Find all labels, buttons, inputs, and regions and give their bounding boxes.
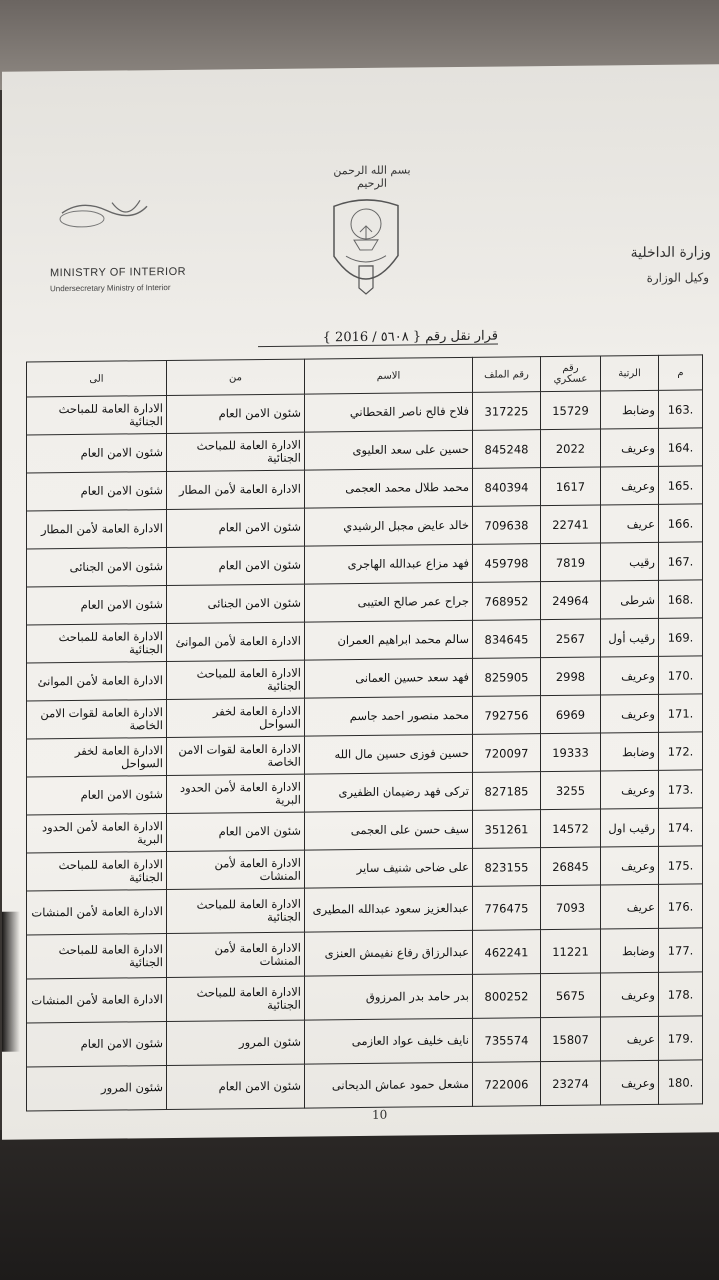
cell-rank: رقيب أول	[601, 618, 659, 657]
col-header-to: الى	[27, 361, 167, 397]
cell-file-no: 792756	[473, 696, 541, 735]
cell-to: الادارة العامة للمباحث الجنائية	[27, 624, 167, 663]
cell-file-no: 709638	[473, 506, 541, 545]
cell-rank: وعريف	[601, 1060, 659, 1105]
background-bottom	[0, 1130, 719, 1280]
cell-rank: وعريف	[601, 694, 659, 733]
cell-num: 176.	[659, 884, 703, 928]
cell-to: الادارة العامة لأمن المطار	[27, 510, 167, 549]
cell-military-no: 15729	[541, 391, 601, 430]
undersecretary-en: Undersecretary Ministry of Interior	[50, 282, 171, 294]
cell-from: شئون الامن العام	[167, 1064, 305, 1109]
cell-rank: وضابط	[601, 928, 659, 973]
cell-rank: رقيب	[601, 542, 659, 581]
cell-name: عبدالعزيز سعود عبدالله المطيرى	[305, 886, 473, 932]
cell-to: الادارة العامة للمباحث الجنائية	[27, 852, 167, 891]
undersecretary-ar: وكيل الوزارة	[646, 270, 709, 286]
cell-num: 174.	[659, 808, 703, 846]
cell-name: على ضاحى شنيف ساير	[305, 848, 473, 888]
cell-to: الادارة العامة للمباحث الجنائية	[27, 934, 167, 979]
cell-rank: وعريف	[601, 428, 659, 467]
cell-to: شئون الامن العام	[27, 472, 167, 511]
cell-rank: وعريف	[601, 972, 659, 1017]
cell-file-no: 823155	[473, 848, 541, 887]
decision-title: قرار نقل رقم { ٥٦٠٨ / 2016 }	[258, 329, 498, 348]
cell-from: الادارة العامة لأمن المطار	[167, 470, 305, 509]
cell-file-no: 735574	[473, 1018, 541, 1063]
cell-to: الادارة العامة لأمن المنشات	[27, 978, 167, 1023]
cell-name: مشعل حمود عماش الديحانى	[305, 1062, 473, 1108]
ministry-name-en: MINISTRY OF INTERIOR	[50, 265, 187, 280]
table-row	[27, 928, 703, 979]
cell-name: تركى فهد رضيمان الظفيرى	[305, 772, 473, 812]
cell-from: الادارة العامة للمباحث الجنائية	[167, 976, 305, 1021]
cell-file-no: 800252	[473, 974, 541, 1019]
cell-from: الادارة العامة لقوات الامن الخاصة	[167, 736, 305, 775]
cell-military-no: 26845	[541, 847, 601, 886]
cell-num: 169.	[659, 618, 703, 656]
cell-file-no: 722006	[473, 1062, 541, 1107]
cell-name: محمد منصور احمد جاسم	[305, 696, 473, 736]
cell-from: الادارة العامة لأمن الموانئ	[167, 622, 305, 661]
cell-rank: وعريف	[601, 846, 659, 885]
cell-rank: عريف	[601, 1016, 659, 1061]
cell-num: 179.	[659, 1016, 703, 1060]
cell-from: الادارة العامة للمباحث الجنائية	[167, 660, 305, 699]
cell-file-no: 825905	[473, 658, 541, 697]
cell-rank: وعريف	[601, 656, 659, 695]
page-number: 10	[372, 1107, 388, 1122]
cell-rank: رقيب اول	[601, 808, 659, 847]
cell-military-no: 7819	[541, 543, 601, 582]
cell-military-no: 2022	[541, 429, 601, 468]
cell-name: فهد مزاع عبدالله الهاجرى	[305, 544, 473, 584]
cell-name: حسين على سعد العليوى	[305, 430, 473, 470]
cell-military-no: 5675	[541, 973, 601, 1018]
signature-stamp-icon	[52, 192, 152, 235]
cell-military-no: 24964	[541, 581, 601, 620]
cell-military-no: 23274	[541, 1061, 601, 1106]
cell-rank: وعريف	[601, 466, 659, 505]
cell-to: شئون المرور	[27, 1066, 167, 1111]
cell-file-no: 840394	[473, 468, 541, 507]
cell-num: 175.	[659, 846, 703, 884]
cell-from: شئون الامن العام	[167, 546, 305, 585]
cell-from: شئون الامن العام	[167, 508, 305, 547]
cell-from: الادارة العامة لأمن المنشات	[167, 932, 305, 977]
cell-to: الادارة العامة لأمن الموانئ	[27, 662, 167, 701]
cell-to: شئون الامن العام	[27, 586, 167, 625]
cell-to: الادارة العامة لأمن الحدود البرية	[27, 814, 167, 853]
cell-file-no: 317225	[473, 392, 541, 431]
cell-name: نايف خليف عواد العازمى	[305, 1018, 473, 1064]
cell-military-no: 3255	[541, 771, 601, 810]
cell-from: شئون الامن العام	[167, 394, 305, 433]
col-header-from: من	[167, 359, 305, 395]
cell-num: 168.	[659, 580, 703, 618]
cell-to: شئون الامن العام	[27, 776, 167, 815]
cell-num: 180.	[659, 1060, 703, 1104]
table-row	[27, 972, 703, 1023]
cell-rank: عريف	[601, 504, 659, 543]
col-header-rank: الرتبة	[601, 355, 659, 391]
cell-num: 164.	[659, 428, 703, 466]
cell-num: 165.	[659, 466, 703, 504]
cell-military-no: 1617	[541, 467, 601, 506]
ministry-name-ar: وزارة الداخلية	[630, 244, 711, 262]
cell-military-no: 15807	[541, 1017, 601, 1062]
document-page	[2, 64, 719, 1140]
cell-num: 167.	[659, 542, 703, 580]
cell-file-no: 459798	[473, 544, 541, 583]
col-header-file-no: رقم الملف	[473, 357, 541, 393]
cell-from: شئون الامن العام	[167, 812, 305, 851]
col-header-military-no: رقم عسكري	[541, 356, 601, 392]
cell-to: الادارة العامة لأمن المنشات	[27, 890, 167, 935]
cell-name: فهد سعد حسين العمانى	[305, 658, 473, 698]
cell-name: محمد طلال محمد العجمى	[305, 468, 473, 508]
cell-num: 177.	[659, 928, 703, 972]
cell-name: حسين فوزى حسين مال الله	[305, 734, 473, 774]
cell-file-no: 845248	[473, 430, 541, 469]
cell-name: سيف حسن على العجمى	[305, 810, 473, 850]
cell-num: 178.	[659, 972, 703, 1016]
cell-num: 170.	[659, 656, 703, 694]
cell-from: شئون الامن الجنائى	[167, 584, 305, 623]
cell-num: 163.	[659, 390, 703, 428]
cell-from: شئون المرور	[167, 1020, 305, 1065]
table-row	[27, 1060, 703, 1111]
cell-name: فلاح فالح ناصر القحطاني	[305, 392, 473, 432]
cell-num: 171.	[659, 694, 703, 732]
cell-rank: وعريف	[601, 770, 659, 809]
cell-military-no: 2567	[541, 619, 601, 658]
table-row	[27, 1016, 703, 1067]
cell-from: الادارة العامة لأمن الحدود البرية	[167, 774, 305, 813]
cell-from: الادارة العامة لأمن المنشات	[167, 850, 305, 889]
cell-file-no: 351261	[473, 810, 541, 849]
table-row	[27, 884, 703, 935]
cell-military-no: 19333	[541, 733, 601, 772]
col-header-name: الاسم	[305, 357, 473, 394]
cell-name: بدر حامد بدر المرزوق	[305, 974, 473, 1020]
cell-from: الادارة العامة للمباحث الجنائية	[167, 432, 305, 471]
cell-num: 172.	[659, 732, 703, 770]
cell-military-no: 7093	[541, 885, 601, 930]
cell-file-no: 776475	[473, 886, 541, 931]
cell-file-no: 462241	[473, 930, 541, 975]
basmala-text: بسم الله الرحمن الرحيم	[333, 163, 411, 191]
cell-name: جراح عمر صالح العتيبى	[305, 582, 473, 622]
cell-name: خالد عايض مجبل الرشيدي	[305, 506, 473, 546]
cell-num: 173.	[659, 770, 703, 808]
cell-to: الادارة العامة لقوات الامن الخاصة	[27, 700, 167, 739]
cell-rank: عريف	[601, 884, 659, 929]
cell-name: سالم محمد ابراهيم العمران	[305, 620, 473, 660]
cell-rank: شرطى	[601, 580, 659, 619]
cell-military-no: 14572	[541, 809, 601, 848]
cell-to: الادارة العامة للمباحث الجنائية	[27, 396, 167, 435]
cell-num: 166.	[659, 504, 703, 542]
cell-name: عبدالرزاق رفاع نفيمش العنزى	[305, 930, 473, 976]
cell-rank: وضابط	[601, 732, 659, 771]
cell-military-no: 6969	[541, 695, 601, 734]
cell-to: شئون الامن الجنائى	[27, 548, 167, 587]
cell-from: الادارة العامة للمباحث الجنائية	[167, 888, 305, 933]
col-header-num: م	[659, 355, 703, 390]
finger-shadow	[2, 912, 20, 1052]
cell-to: شئون الامن العام	[27, 434, 167, 473]
transfer-table	[26, 354, 703, 1111]
cell-to: الادارة العامة لخفر السواحل	[27, 738, 167, 777]
cell-file-no: 768952	[473, 582, 541, 621]
cell-to: شئون الامن العام	[27, 1022, 167, 1067]
cell-military-no: 22741	[541, 505, 601, 544]
cell-rank: وضابط	[601, 390, 659, 429]
cell-military-no: 11221	[541, 929, 601, 974]
cell-file-no: 827185	[473, 772, 541, 811]
kuwait-emblem-icon	[326, 196, 406, 307]
cell-military-no: 2998	[541, 657, 601, 696]
cell-file-no: 720097	[473, 734, 541, 773]
cell-file-no: 834645	[473, 620, 541, 659]
cell-from: الادارة العامة لخفر السواحل	[167, 698, 305, 737]
